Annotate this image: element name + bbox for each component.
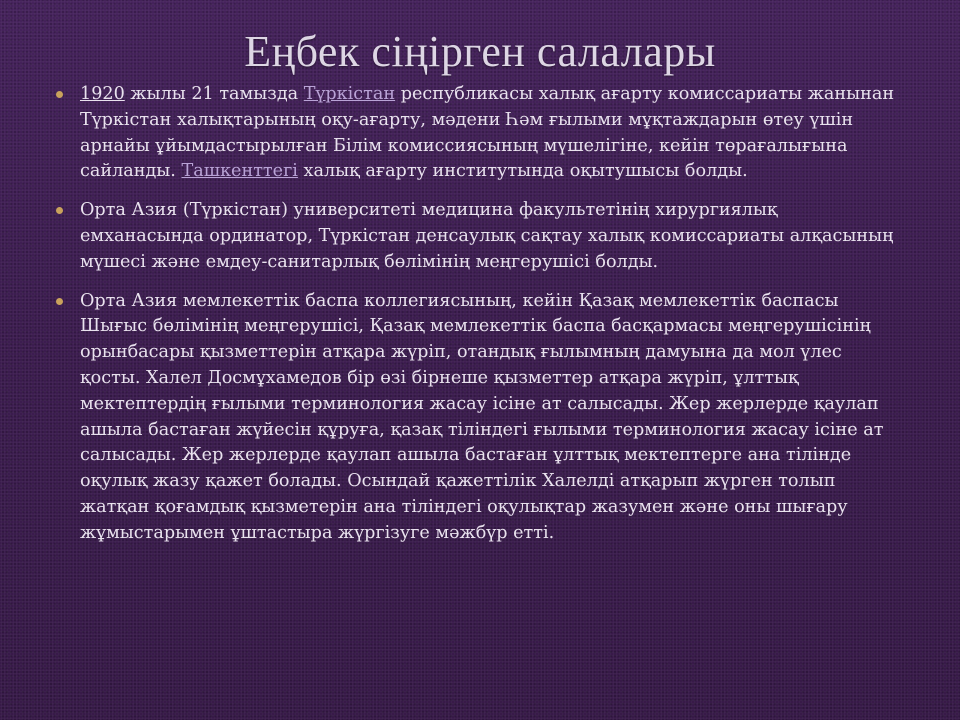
link-tashkent[interactable]: Ташкенттегі (181, 161, 298, 182)
slide-content (56, 82, 906, 560)
bullet-1-text-c: халық ағарту институтында оқытушысы болды. (297, 161, 748, 182)
bullet-list (56, 82, 906, 547)
link-turkistan[interactable]: Түркістан (303, 84, 396, 104)
bullet-dot-icon (56, 298, 63, 305)
bullet-3-text: Орта Азия мемлекеттік баспа коллегиясының, кейін Қазақ мемлекеттік баспасы Шығыс бөлімінің меңгерушісі, Қазақ мемлекеттік баспа басқармасы меңгерушісінің орынбасары қызметтерін атқара жүріп, отандық ғылымның дамуына да мол үлес қосты. Халел Досмұхамедов бір өзі бірнеше қызметтер атқара жүріп, ұлттық мектептердің ғылыми терминология жасау ісіне ат салысады. Жер жерлерде қаулап ашыла бастаған жүйесін құруға, қазақ тіліндегі ғылыми терминология жасау ісіне ат салысады. Жер жерлерде қаулап ашыла бастаған ұлттық мектептерге ана тілінде оқулық жазу қажет болады. Осындай қажеттілік Халелді атқарып жүрген толып жатқан қоғамдық қызметерін ана тіліндегі оқулықтар жазумен және оны шығару жұмыстарымен ұштастыра жүргізуге мәжбүр етті. (80, 290, 884, 543)
bullet-2-text: Орта Азия (Түркістан) университеті медицина факультетінің хирургиялық емханасында ординатор, Түркістан денсаулық сақтау халық комиссариаты алқасының мүшесі және емдеу-санитарлық бөлімінің меңгерушісі болды. (80, 200, 894, 272)
bullet-dot-icon (56, 91, 63, 98)
bullet-item-2 (56, 198, 906, 275)
bullet-item-1 (56, 82, 906, 185)
bullet-dot-icon (56, 207, 63, 214)
bullet-item-3 (56, 289, 906, 547)
bullet-1-text-a: жылы 21 тамызда (124, 84, 304, 104)
bullet-1-text-b: республикасы халық ағарту комиссариаты жанынан Түркістан халықтарының оқу-ағарту, мәдени Һәм ғылыми мұқтаждарын өтеу үшін арнайы ұйымдастырылған Білім комиссиясының мүшелігіне, кейін төрағалығына сайланды. (80, 84, 895, 182)
year-text: 1920 (80, 84, 125, 104)
slide-title: Еңбек сіңірген салалары (244, 27, 716, 76)
